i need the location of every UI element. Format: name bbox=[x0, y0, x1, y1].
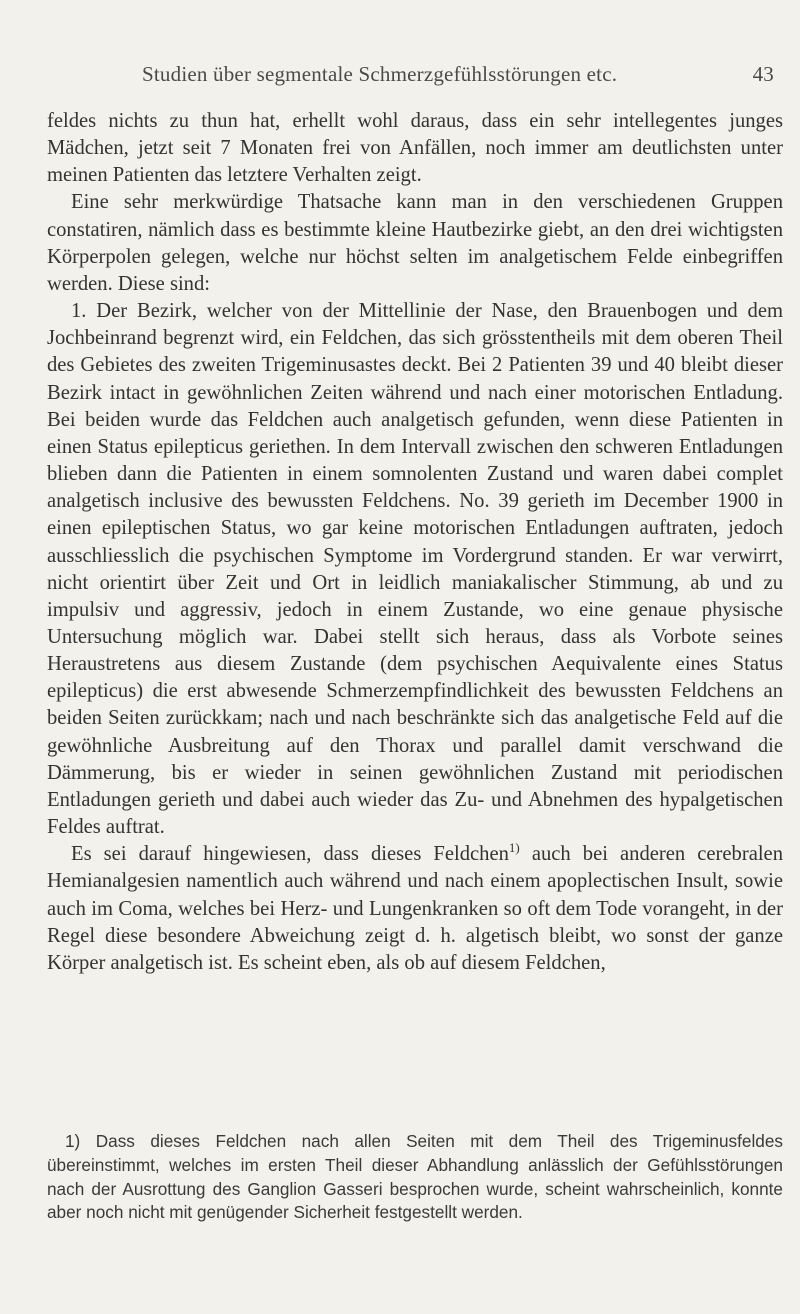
paragraph-text: auch bei anderen cerebralen Hemianalgesien namentlich auch während und nach einem apoplectischen Insult, sowie auch im Coma, welches bei Herz- und Lungenkranken so oft dem Tode vorangeht, in der Regel diese besondere Abweichung zeigt d. h. algetisch bleibt, wo sonst der ganze Körper analgetisch ist. Es scheint eben, als ob auf diesem Feldchen, bbox=[47, 843, 783, 974]
page-number: 43 bbox=[752, 62, 774, 86]
footnote bbox=[47, 1130, 783, 1225]
paragraph: feldes nichts zu thun hat, erhellt wohl daraus, dass ein sehr intellegentes junges Mädchen, jetzt seit 7 Monaten frei von Anfällen, noch immer am deutlichsten unter meinen Patienten das letztere Verhalten zeigt. bbox=[47, 110, 783, 187]
footnote-reference[interactable]: 1) bbox=[508, 840, 520, 856]
footnote-text: 1) Dass dieses Feldchen nach allen Seiten mit dem Theil des Trigeminusfeldes übereinstimmt, welches im ersten Theil dieser Abhandlung anlässlich der Gefühlsstörungen nach der Ausrottung des Ganglion Gasseri besprochen wurde, scheint wahrscheinlich, konnte aber noch nicht mit genügender Sicherheit festgestellt werden. bbox=[47, 1131, 783, 1223]
paragraph: Eine sehr merkwürdige Thatsache kann man in den verschiedenen Gruppen constatiren, nämlich dass es bestimmte kleine Hautbezirke giebt, an den drei wichtigsten Körperpolen gelegen, welche nur höchst selten im analgetischem Felde einbegriffen werden. Diese sind: bbox=[47, 191, 783, 295]
running-header bbox=[142, 62, 774, 92]
body-text bbox=[47, 108, 783, 977]
running-title: Studien über segmentale Schmerzgefühlsstörungen etc. bbox=[142, 62, 618, 86]
paragraph: 1. Der Bezirk, welcher von der Mittellinie der Nase, den Brauenbogen und dem Jochbeinrand begrenzt wird, ein Feldchen, das sich grösstentheils mit dem oberen Theil des Gebietes des zweiten Trigeminusastes deckt. Bei 2 Patienten 39 und 40 bleibt dieser Bezirk intact in gewöhnlichen Zeiten während und nach einer motorischen Entladung. Bei beiden wurde das Feldchen auch analgetisch gefunden, wenn diese Patienten in einen Status epilepticus geriethen. In dem Intervall zwischen den schweren Entladungen blieben dann die Patienten in einem somnolenten Zustand und waren dabei complet analgetisch inclusive des bewussten Feldchens. No. 39 gerieth im December 1900 in einen epileptischen Status, wo gar keine motorischen Entladungen auftraten, jedoch ausschliesslich die psychischen Symptome im Vordergrund standen. Er war verwirrt, nicht orientirt über Zeit und Ort in leidlich maniakalischer Stimmung, ab und zu impulsiv und aggressiv, jedoch in einem Zustande, wo eine genaue physische Untersuchung möglich war. Dabei stellt sich heraus, dass als Vorbote seines Heraustretens aus diesem Zustande (dem psychischen Aequivalente eines Status epilepticus) die erst abwesende Schmerzempfindlichkeit des bewussten Feldchens an beiden Seiten zurückkam; nach und nach beschränkte sich das analgetische Feld auf die gewöhnliche Ausbreitung auf den Thorax und parallel damit verschwand die Dämmerung, bis er wieder in seinen gewöhnlichen Zustand mit periodischen Entladungen gerieth und dabei auch wieder das Zu- und Abnehmen des hypalgetischen Feldes auftrat. bbox=[47, 300, 783, 839]
paragraph bbox=[47, 841, 783, 977]
paragraph-text: Es sei darauf hingewiesen, dass dieses Feldchen bbox=[71, 843, 509, 866]
